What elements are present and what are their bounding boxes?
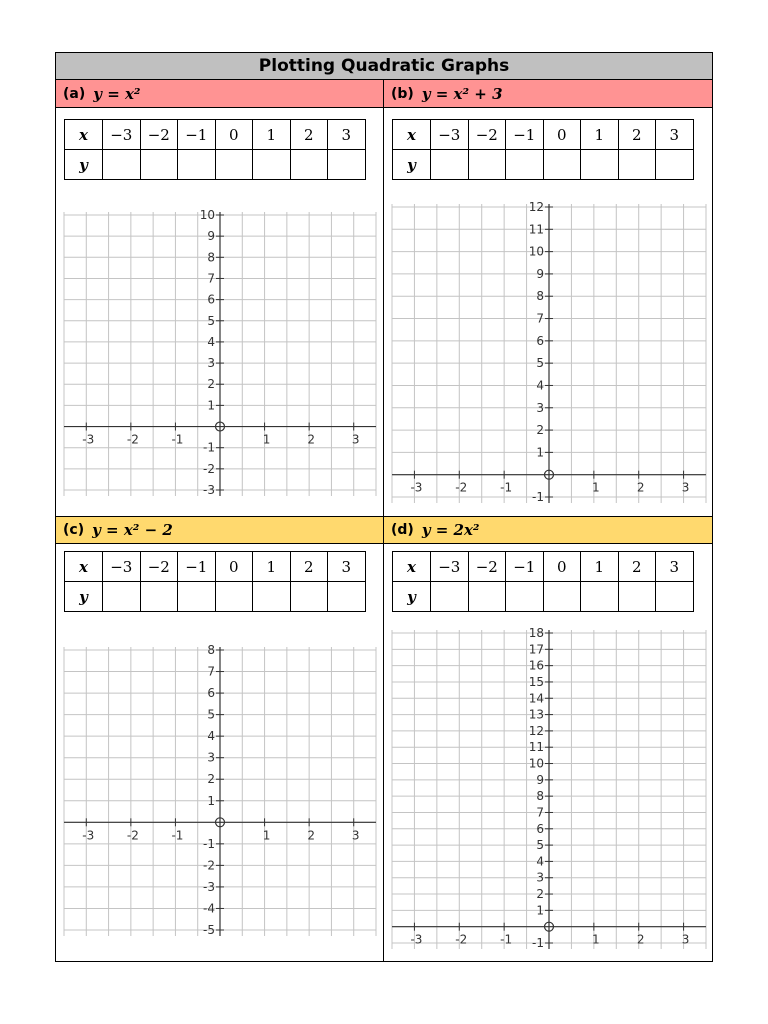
x-tick-label: 2: [636, 932, 645, 947]
x-value-cell: 3: [328, 120, 366, 150]
y-value-input-cell[interactable]: [618, 150, 656, 180]
y-row: [393, 150, 694, 180]
y-value-input-cell[interactable]: [656, 582, 694, 612]
y-tick-label: -3: [203, 879, 215, 894]
x-tick-label: -3: [82, 828, 95, 843]
y-tick-label: 4: [207, 729, 215, 744]
y-value-input-cell[interactable]: [468, 150, 506, 180]
y-tick-label: 14: [528, 691, 544, 706]
x-row-label: x: [65, 552, 103, 582]
panel-d-header: [384, 516, 712, 544]
y-tick-label: 18: [528, 626, 544, 640]
x-value-cell: 3: [328, 552, 366, 582]
panel-d-label: (d): [391, 522, 414, 538]
y-value-input-cell[interactable]: [506, 582, 544, 612]
x-value-cell: −3: [431, 552, 469, 582]
x-value-cell: −1: [506, 120, 544, 150]
x-row-label: x: [393, 552, 431, 582]
panel-c-table: [64, 551, 366, 612]
x-row: [393, 120, 694, 150]
x-value-cell: 1: [581, 552, 619, 582]
y-tick-label: 6: [207, 292, 215, 307]
y-tick-label: -5: [203, 923, 215, 937]
worksheet: [55, 52, 713, 962]
y-row-label: y: [65, 150, 103, 180]
x-tick-label: -2: [126, 432, 139, 447]
x-tick-label: 2: [307, 432, 315, 447]
x-tick-label: 1: [262, 828, 271, 843]
panel-d-table: [392, 551, 694, 612]
x-tick-label: 3: [351, 432, 360, 447]
y-value-input-cell[interactable]: [215, 582, 253, 612]
panel-a-grid[interactable]: [64, 208, 376, 497]
y-tick-label: 7: [207, 664, 215, 679]
y-value-input-cell[interactable]: [618, 582, 656, 612]
y-tick-label: 10: [199, 208, 215, 222]
panel-c-grid[interactable]: [64, 643, 376, 937]
y-tick-label: 6: [536, 333, 544, 348]
y-tick-label: 15: [528, 674, 544, 689]
y-tick-label: 1: [207, 793, 215, 808]
y-tick-label: 4: [536, 378, 544, 393]
panel-b-table: [392, 119, 694, 180]
y-row: [393, 582, 694, 612]
x-value-cell: 0: [215, 120, 253, 150]
y-value-input-cell[interactable]: [215, 150, 253, 180]
x-tick-label: -1: [171, 828, 184, 843]
x-tick-label: 2: [636, 480, 645, 495]
panel-b-header: [384, 80, 712, 108]
y-tick-label: 7: [536, 311, 544, 326]
y-value-input-cell[interactable]: [431, 150, 469, 180]
panel-a-label: (a): [63, 85, 86, 102]
y-tick-label: 12: [528, 723, 544, 738]
y-tick-label: 8: [536, 289, 544, 304]
x-tick-label: -3: [410, 932, 423, 947]
y-tick-label: 17: [528, 642, 544, 657]
panel-c-equation: y = x² − 2: [92, 521, 173, 539]
y-tick-label: 11: [528, 222, 544, 237]
y-tick-label: 7: [207, 271, 215, 286]
y-tick-label: 2: [207, 772, 215, 787]
x-value-cell: 0: [215, 552, 253, 582]
y-value-input-cell[interactable]: [468, 582, 506, 612]
x-value-cell: −1: [506, 552, 544, 582]
y-tick-label: -1: [532, 936, 544, 950]
y-value-input-cell[interactable]: [543, 150, 581, 180]
y-tick-label: -1: [203, 440, 215, 455]
x-value-cell: −3: [431, 120, 469, 150]
x-value-cell: −1: [178, 552, 216, 582]
x-value-cell: −3: [103, 120, 141, 150]
y-value-input-cell[interactable]: [178, 150, 216, 180]
x-tick-label: 3: [681, 480, 690, 495]
y-value-input-cell[interactable]: [656, 150, 694, 180]
y-value-input-cell[interactable]: [140, 582, 178, 612]
y-row-label: y: [393, 150, 431, 180]
panel-a-header: [56, 80, 383, 108]
x-value-cell: 1: [253, 552, 291, 582]
y-tick-label: 5: [207, 313, 215, 328]
x-tick-label: -2: [126, 828, 139, 843]
x-tick-label: -3: [410, 480, 423, 495]
y-tick-label: 5: [536, 356, 544, 371]
y-row-label: y: [393, 582, 431, 612]
y-tick-label: 16: [528, 658, 544, 673]
y-row: [65, 582, 366, 612]
x-value-cell: −2: [140, 552, 178, 582]
x-tick-label: -2: [455, 932, 468, 947]
y-tick-label: 5: [207, 707, 215, 722]
x-value-cell: 2: [290, 552, 328, 582]
panel-a-equation: y = x²: [93, 84, 141, 103]
y-tick-label: 1: [207, 398, 215, 413]
y-tick-label: -2: [203, 858, 215, 873]
y-tick-label: 13: [528, 707, 544, 722]
y-tick-label: -4: [203, 901, 215, 916]
x-tick-label: -3: [82, 432, 95, 447]
y-row-label: y: [65, 582, 103, 612]
x-value-cell: −2: [468, 552, 506, 582]
y-value-input-cell[interactable]: [103, 582, 141, 612]
y-value-input-cell[interactable]: [581, 150, 619, 180]
x-row: [393, 552, 694, 582]
y-tick-label: 5: [536, 838, 544, 853]
x-value-cell: 2: [618, 552, 656, 582]
x-value-cell: 2: [618, 120, 656, 150]
y-tick-label: 4: [536, 854, 544, 869]
y-tick-label: 3: [207, 750, 215, 765]
x-value-cell: 1: [581, 120, 619, 150]
y-tick-label: 8: [207, 250, 215, 265]
x-value-cell: 0: [543, 120, 581, 150]
y-tick-label: 10: [528, 756, 544, 771]
y-tick-label: -3: [203, 483, 215, 497]
y-value-input-cell[interactable]: [253, 582, 291, 612]
y-tick-label: -1: [203, 836, 215, 851]
x-row-label: x: [393, 120, 431, 150]
y-tick-label: 6: [536, 821, 544, 836]
x-tick-label: -1: [171, 432, 184, 447]
y-tick-label: 8: [536, 789, 544, 804]
x-value-cell: 1: [253, 120, 291, 150]
y-tick-label: 11: [528, 740, 544, 755]
x-tick-label: -1: [500, 932, 513, 947]
panel-d-equation: y = 2x²: [421, 521, 480, 539]
x-value-cell: −2: [468, 120, 506, 150]
x-tick-label: 1: [592, 932, 600, 947]
panel-c-label: (c): [63, 522, 85, 538]
panel-d-grid[interactable]: [392, 626, 706, 950]
x-value-cell: 3: [656, 120, 694, 150]
panel-c-header: [56, 516, 383, 544]
y-value-input-cell[interactable]: [506, 150, 544, 180]
x-value-cell: 0: [543, 552, 581, 582]
y-value-input-cell[interactable]: [253, 150, 291, 180]
y-tick-label: 9: [207, 229, 215, 244]
x-value-cell: −1: [178, 120, 216, 150]
x-tick-label: 1: [262, 432, 271, 447]
y-tick-label: -1: [532, 490, 544, 504]
x-tick-label: 2: [307, 828, 315, 843]
y-tick-label: 12: [528, 200, 544, 214]
y-tick-label: 1: [536, 903, 544, 918]
x-tick-label: 1: [592, 480, 600, 495]
x-row: [65, 120, 366, 150]
y-tick-label: 2: [207, 377, 215, 392]
y-tick-label: 3: [536, 870, 544, 885]
y-tick-label: 3: [207, 356, 215, 371]
y-row: [65, 150, 366, 180]
y-value-input-cell[interactable]: [328, 150, 366, 180]
y-value-input-cell[interactable]: [328, 582, 366, 612]
y-value-input-cell[interactable]: [543, 582, 581, 612]
y-tick-label: 4: [207, 334, 215, 349]
x-tick-label: 3: [351, 828, 360, 843]
y-value-input-cell[interactable]: [581, 582, 619, 612]
y-tick-label: -2: [203, 461, 215, 476]
x-value-cell: −3: [103, 552, 141, 582]
x-tick-label: 3: [681, 932, 690, 947]
y-value-input-cell[interactable]: [140, 150, 178, 180]
y-tick-label: 6: [207, 686, 215, 701]
y-tick-label: 9: [536, 772, 544, 787]
x-value-cell: 2: [290, 120, 328, 150]
worksheet-title: Plotting Quadratic Graphs: [56, 53, 712, 80]
x-row-label: x: [65, 120, 103, 150]
y-tick-label: 8: [207, 643, 215, 657]
y-value-input-cell[interactable]: [178, 582, 216, 612]
y-value-input-cell[interactable]: [103, 150, 141, 180]
y-value-input-cell[interactable]: [290, 150, 328, 180]
y-tick-label: 2: [536, 887, 544, 902]
y-tick-label: 2: [536, 423, 544, 438]
y-value-input-cell[interactable]: [290, 582, 328, 612]
x-value-cell: −2: [140, 120, 178, 150]
y-tick-label: 3: [536, 400, 544, 415]
y-value-input-cell[interactable]: [431, 582, 469, 612]
panel-b-label: (b): [391, 85, 414, 102]
x-row: [65, 552, 366, 582]
x-tick-label: -2: [455, 480, 468, 495]
panel-b-grid[interactable]: [392, 200, 706, 504]
panel-b-equation: y = x² + 3: [421, 84, 503, 103]
y-tick-label: 10: [528, 244, 544, 259]
y-tick-label: 7: [536, 805, 544, 820]
x-tick-label: -1: [500, 480, 513, 495]
x-value-cell: 3: [656, 552, 694, 582]
y-tick-label: 1: [536, 445, 544, 460]
y-tick-label: 9: [536, 266, 544, 281]
panel-a-table: [64, 119, 366, 180]
